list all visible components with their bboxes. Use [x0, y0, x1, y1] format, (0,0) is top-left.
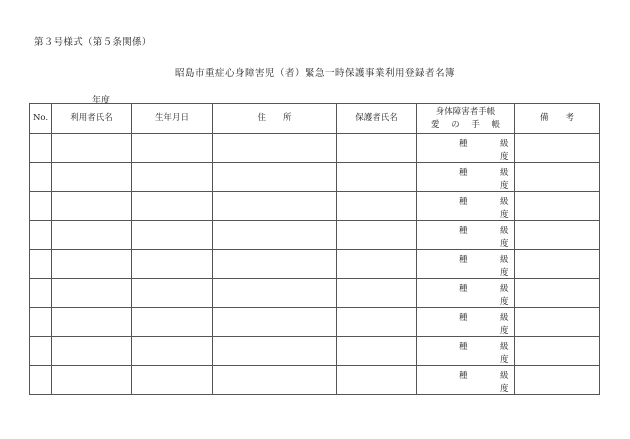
table-row	[30, 279, 600, 308]
grade-degree-label: 度	[500, 326, 509, 336]
header-notebook-line1: 身体障害者手帳	[435, 106, 496, 117]
cell-disability-grade[interactable]	[417, 279, 515, 308]
cell-disability-grade[interactable]	[417, 308, 515, 337]
grade-type-label: 種	[459, 139, 468, 149]
cell-remarks[interactable]	[515, 308, 600, 337]
grade-degree-label: 度	[500, 268, 509, 278]
cell-user-name[interactable]	[52, 337, 132, 366]
cell-birth-date[interactable]	[132, 366, 213, 395]
cell-address[interactable]	[213, 134, 337, 163]
cell-disability-grade[interactable]	[417, 366, 515, 395]
grade-type-label: 種	[459, 371, 468, 381]
grade-level-label: 級	[500, 168, 509, 178]
cell-address[interactable]	[213, 279, 337, 308]
cell-birth-date[interactable]	[132, 134, 213, 163]
cell-disability-grade[interactable]	[417, 250, 515, 279]
table-row	[30, 366, 600, 395]
cell-guardian-name[interactable]	[337, 192, 417, 221]
cell-guardian-name[interactable]	[337, 250, 417, 279]
cell-no[interactable]	[30, 308, 52, 337]
cell-user-name[interactable]	[52, 279, 132, 308]
cell-guardian-name[interactable]	[337, 337, 417, 366]
cell-user-name[interactable]	[52, 192, 132, 221]
cell-guardian-name[interactable]	[337, 134, 417, 163]
cell-no[interactable]	[30, 337, 52, 366]
cell-disability-grade[interactable]	[417, 134, 515, 163]
grade-type-label: 種	[459, 313, 468, 323]
cell-no[interactable]	[30, 366, 52, 395]
table-row	[30, 221, 600, 250]
grade-degree-label: 度	[500, 297, 509, 307]
grade-level-label: 級	[500, 313, 509, 323]
cell-guardian-name[interactable]	[337, 279, 417, 308]
cell-remarks[interactable]	[515, 279, 600, 308]
header-guardian-name: 保護者氏名	[337, 104, 417, 134]
grade-level-label: 級	[500, 255, 509, 265]
table-row	[30, 192, 600, 221]
grade-degree-label: 度	[500, 239, 509, 249]
table-row	[30, 337, 600, 366]
cell-user-name[interactable]	[52, 221, 132, 250]
grade-type-label: 種	[459, 226, 468, 236]
table-header-row	[30, 104, 600, 134]
cell-birth-date[interactable]	[132, 192, 213, 221]
cell-remarks[interactable]	[515, 250, 600, 279]
cell-no[interactable]	[30, 134, 52, 163]
grade-degree-label: 度	[500, 384, 509, 394]
cell-no[interactable]	[30, 250, 52, 279]
cell-remarks[interactable]	[515, 337, 600, 366]
cell-user-name[interactable]	[52, 308, 132, 337]
grade-type-label: 種	[459, 342, 468, 352]
fiscal-year-label: 年度	[92, 96, 111, 106]
cell-guardian-name[interactable]	[337, 163, 417, 192]
cell-address[interactable]	[213, 308, 337, 337]
grade-degree-label: 度	[500, 181, 509, 191]
cell-address[interactable]	[213, 337, 337, 366]
cell-disability-grade[interactable]	[417, 337, 515, 366]
cell-user-name[interactable]	[52, 250, 132, 279]
cell-no[interactable]	[30, 279, 52, 308]
cell-remarks[interactable]	[515, 221, 600, 250]
grade-level-label: 級	[500, 139, 509, 149]
cell-disability-grade[interactable]	[417, 192, 515, 221]
table-row	[30, 163, 600, 192]
table-body	[30, 134, 600, 395]
registration-table	[29, 103, 600, 395]
header-no: No.	[30, 104, 52, 134]
cell-birth-date[interactable]	[132, 221, 213, 250]
header-user-name: 利用者氏名	[52, 104, 132, 134]
grade-level-label: 級	[500, 197, 509, 207]
cell-birth-date[interactable]	[132, 163, 213, 192]
grade-degree-label: 度	[500, 210, 509, 220]
cell-birth-date[interactable]	[132, 250, 213, 279]
grade-type-label: 種	[459, 197, 468, 207]
header-address: 住 所	[213, 104, 337, 134]
header-disability-notebook	[417, 104, 515, 134]
cell-address[interactable]	[213, 221, 337, 250]
cell-disability-grade[interactable]	[417, 163, 515, 192]
cell-remarks[interactable]	[515, 192, 600, 221]
cell-guardian-name[interactable]	[337, 366, 417, 395]
cell-remarks[interactable]	[515, 134, 600, 163]
cell-user-name[interactable]	[52, 134, 132, 163]
cell-birth-date[interactable]	[132, 279, 213, 308]
grade-degree-label: 度	[500, 355, 509, 365]
grade-type-label: 種	[459, 255, 468, 265]
cell-disability-grade[interactable]	[417, 221, 515, 250]
header-notebook-line2: 愛 の 手 帳	[430, 119, 501, 130]
form-number-label: 第３号様式（第５条関係）	[34, 37, 152, 48]
table-row	[30, 308, 600, 337]
grade-level-label: 級	[500, 226, 509, 236]
grade-level-label: 級	[500, 371, 509, 381]
grade-level-label: 級	[500, 342, 509, 352]
cell-address[interactable]	[213, 163, 337, 192]
table-row	[30, 250, 600, 279]
grade-type-label: 種	[459, 168, 468, 178]
grade-degree-label: 度	[500, 152, 509, 162]
cell-remarks[interactable]	[515, 366, 600, 395]
document-title: 昭島市重症心身障害児（者）緊急一時保護事業利用登録者名簿	[174, 68, 455, 79]
cell-address[interactable]	[213, 250, 337, 279]
cell-guardian-name[interactable]	[337, 221, 417, 250]
header-birth-date: 生年月日	[132, 104, 213, 134]
cell-remarks[interactable]	[515, 163, 600, 192]
cell-user-name[interactable]	[52, 366, 132, 395]
table-row	[30, 134, 600, 163]
cell-address[interactable]	[213, 366, 337, 395]
grade-level-label: 級	[500, 284, 509, 294]
cell-no[interactable]	[30, 163, 52, 192]
cell-address[interactable]	[213, 192, 337, 221]
cell-birth-date[interactable]	[132, 337, 213, 366]
cell-birth-date[interactable]	[132, 308, 213, 337]
cell-no[interactable]	[30, 192, 52, 221]
cell-guardian-name[interactable]	[337, 308, 417, 337]
cell-no[interactable]	[30, 221, 52, 250]
header-remarks: 備 考	[515, 104, 600, 134]
cell-user-name[interactable]	[52, 163, 132, 192]
grade-type-label: 種	[459, 284, 468, 294]
